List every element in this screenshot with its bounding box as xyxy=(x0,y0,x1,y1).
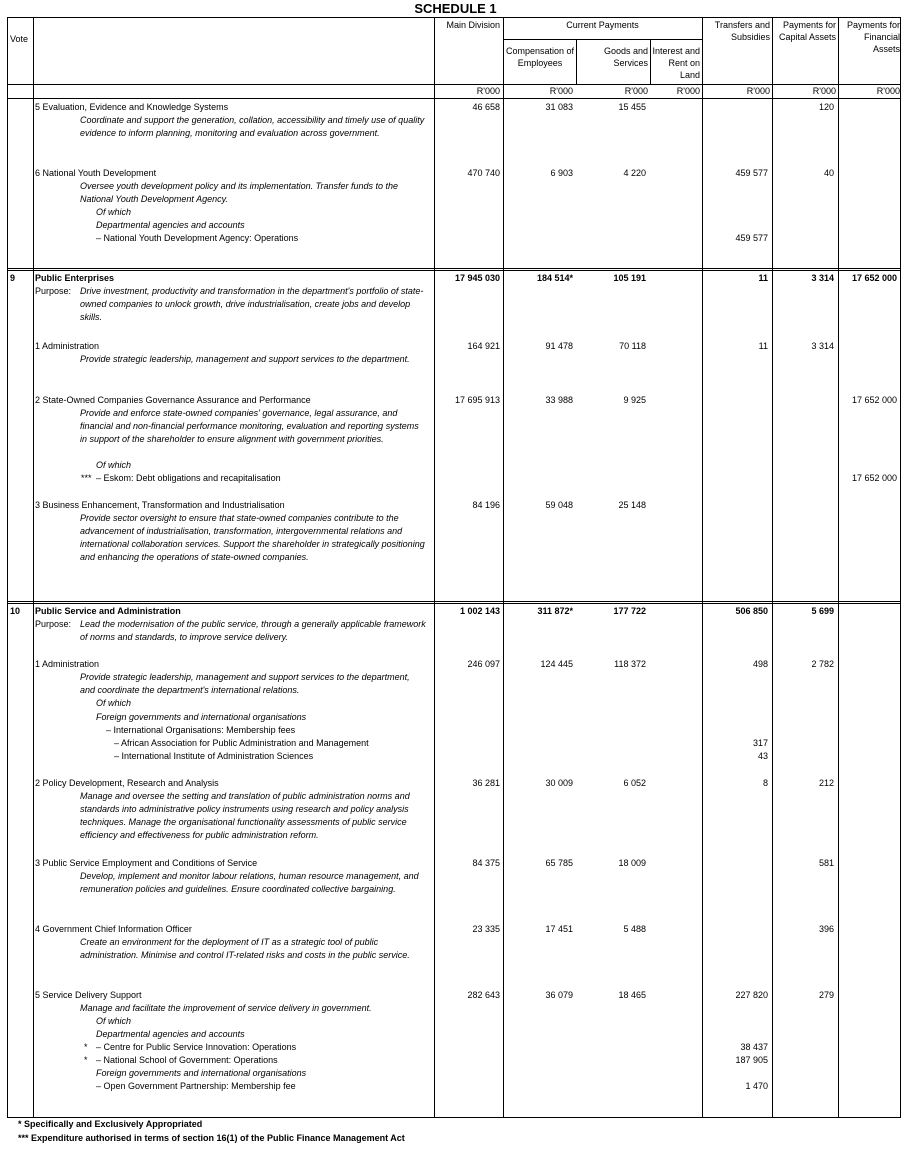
cell-main: 84 196 xyxy=(472,500,500,510)
row-text: – National School of Government: Operations xyxy=(96,1055,278,1065)
cell-goods: 18 465 xyxy=(618,990,646,1000)
unit-fin: R'000 xyxy=(876,86,900,96)
row-text: 6 National Youth Development xyxy=(35,168,157,178)
row-text: 2 State-Owned Companies Governance Assurance and Performance xyxy=(35,395,311,405)
row-text: – International Institute of Administration Sciences xyxy=(114,751,314,761)
cell-main: 36 281 xyxy=(472,778,500,788)
cell-trans: 38 437 xyxy=(740,1042,768,1052)
col-line-cap xyxy=(838,18,839,1117)
col-line-vote xyxy=(33,18,34,1117)
cell-trans: 11 xyxy=(758,273,768,283)
cell-comp: 6 903 xyxy=(550,168,573,178)
cell-comp: 36 079 xyxy=(545,990,573,1000)
col-line-main xyxy=(434,18,435,1117)
cell-comp: 311 872* xyxy=(537,606,573,616)
cell-cap: 3 314 xyxy=(811,341,834,351)
row-text: 1 Administration xyxy=(35,659,100,669)
header-current-payments: Current Payments xyxy=(566,20,639,30)
row-text: Foreign governments and international organisations xyxy=(96,712,307,722)
row-text: Oversee youth development policy and its implementation. Transfer funds to the National Youth Development Agency. xyxy=(80,181,399,204)
row-text: – National Youth Development Agency: Operations xyxy=(96,233,299,243)
row-text: 4 Government Chief Information Officer xyxy=(35,924,192,934)
cell-comp: 184 514* xyxy=(536,273,573,283)
cell-main: 46 658 xyxy=(472,102,500,112)
row-label: *** xyxy=(81,473,92,483)
cell-trans: 187 905 xyxy=(735,1055,768,1065)
cell-comp: 59 048 xyxy=(545,500,573,510)
cell-main: 1 002 143 xyxy=(459,606,500,616)
unit-trans: R'000 xyxy=(746,86,770,96)
row-text: 3 Public Service Employment and Conditions of Service xyxy=(35,858,258,868)
cell-comp: 33 988 xyxy=(545,395,573,405)
row-text: Of which xyxy=(96,698,132,708)
cell-main: 23 335 xyxy=(472,924,500,934)
cell-cap: 2 782 xyxy=(811,659,834,669)
row-text: Foreign governments and international organisations xyxy=(96,1068,307,1078)
cell-goods: 5 488 xyxy=(623,924,646,934)
header-financial-assets: Payments for Financial Assets xyxy=(846,20,900,54)
cell-cap: 120 xyxy=(818,102,834,112)
cell-goods: 15 455 xyxy=(618,102,646,112)
header-transfers: Transfers and Subsidies xyxy=(714,20,770,42)
row-label: * xyxy=(84,1042,88,1052)
cell-cap: 3 314 xyxy=(811,273,834,283)
row-text: Manage and oversee the setting and translation of public administration norms and standards into administrative policy instruments using research and policy analysis techniques. Manage the organisational functionality assessments of public service efficiency and effectiveness for public administration reform. xyxy=(80,791,410,840)
cell-main: 164 921 xyxy=(467,341,500,351)
section-separator-1 xyxy=(8,268,900,271)
cell-goods: 177 722 xyxy=(613,606,646,616)
vote-number: 10 xyxy=(10,606,21,616)
unit-interest: R'000 xyxy=(676,86,700,96)
cell-goods: 25 148 xyxy=(618,500,646,510)
row-text: Lead the modernisation of the public service, through a generally applicable framework of norms and standards, to improve service delivery. xyxy=(80,619,426,642)
cell-trans: 8 xyxy=(762,778,768,788)
cell-cap: 212 xyxy=(818,778,834,788)
schedule-table xyxy=(7,17,901,1118)
cell-comp: 91 478 xyxy=(545,341,573,351)
cell-cap: 396 xyxy=(818,924,834,934)
cell-cap: 40 xyxy=(823,168,834,178)
cell-goods: 9 925 xyxy=(623,395,646,405)
row-text: Public Enterprises xyxy=(35,273,115,283)
row-text: 5 Evaluation, Evidence and Knowledge Systems xyxy=(35,102,229,112)
row-text: Provide sector oversight to ensure that state-owned companies contribute to the advancement of industrialisation, transformation, intergovernmental relations and international collaboration services. Support the shareholder in strategically positioning and enhancing the operations of state-owned companies. xyxy=(80,513,425,562)
cell-trans: 43 xyxy=(757,751,768,761)
row-label: Purpose: xyxy=(35,286,72,296)
current-payments-rule xyxy=(503,39,702,40)
schedule-title: SCHEDULE 1 xyxy=(414,1,497,16)
cell-goods: 118 372 xyxy=(614,659,646,669)
cell-fin: 17 652 000 xyxy=(851,395,897,405)
cell-main: 17 945 030 xyxy=(454,273,500,283)
row-text: Coordinate and support the generation, collation, accessibility and timely use of quality evidence to inform planning, monitoring and evaluation across government. xyxy=(80,115,425,138)
cell-main: 470 740 xyxy=(467,168,500,178)
header-compensation: Compensation of Employees xyxy=(505,46,575,68)
row-text: Of which xyxy=(96,460,132,470)
col-line-comp xyxy=(503,18,504,1117)
cell-goods: 18 009 xyxy=(618,858,646,868)
unit-comp: R'000 xyxy=(549,86,573,96)
row-text: Provide and enforce state-owned companies' governance, legal assurance, and financial and non-financial performance monitoring, evaluation and reporting systems in support of the shareholder to ensure alignment with government priorities. xyxy=(80,408,419,444)
cell-main: 17 695 913 xyxy=(454,395,500,405)
row-text: Provide strategic leadership, management and support services to the department. xyxy=(80,354,410,364)
cell-trans: 459 577 xyxy=(735,168,768,178)
header-vote: Vote xyxy=(10,34,29,44)
cell-comp: 31 083 xyxy=(545,102,573,112)
cell-trans: 498 xyxy=(752,659,768,669)
row-text: – African Association for Public Administration and Management xyxy=(114,738,369,748)
row-text: Departmental agencies and accounts xyxy=(96,1029,245,1039)
cell-goods: 70 118 xyxy=(619,341,646,351)
footnote-1: * Specifically and Exclusively Appropriated xyxy=(18,1119,203,1129)
cell-cap: 5 699 xyxy=(811,606,834,616)
col-line-int-hdr xyxy=(650,39,651,84)
cell-trans: 11 xyxy=(758,341,768,351)
row-text: 1 Administration xyxy=(35,341,100,351)
row-text: Departmental agencies and accounts xyxy=(96,220,245,230)
col-line-interest xyxy=(702,18,703,1117)
unit-main: R'000 xyxy=(476,86,500,96)
footnote-2: *** Expenditure authorised in terms of section 16(1) of the Public Finance Management Act xyxy=(18,1133,405,1143)
cell-comp: 30 009 xyxy=(545,778,573,788)
cell-goods: 6 052 xyxy=(623,778,646,788)
cell-trans: 227 820 xyxy=(735,990,768,1000)
row-text: 2 Policy Development, Research and Analysis xyxy=(35,778,219,788)
header-interest-rent: Interest and Rent on Land xyxy=(652,46,700,80)
cell-fin: 17 652 000 xyxy=(851,473,897,483)
cell-trans: 1 470 xyxy=(745,1081,768,1091)
row-text: – Eskom: Debt obligations and recapitalisation xyxy=(96,473,281,483)
cell-cap: 581 xyxy=(818,858,834,868)
unit-rule xyxy=(8,98,900,99)
cell-goods: 4 220 xyxy=(623,168,646,178)
row-text: 3 Business Enhancement, Transformation and Industrialisation xyxy=(35,500,285,510)
unit-cap: R'000 xyxy=(812,86,836,96)
row-text: Of which xyxy=(96,1016,132,1026)
unit-goods: R'000 xyxy=(624,86,648,96)
cell-fin: 17 652 000 xyxy=(851,273,897,283)
cell-comp: 65 785 xyxy=(545,858,573,868)
row-label: Purpose: xyxy=(35,619,72,629)
row-text: Manage and facilitate the improvement of service delivery in government. xyxy=(80,1003,372,1013)
cell-main: 246 097 xyxy=(467,659,500,669)
cell-comp: 124 445 xyxy=(540,659,573,669)
col-line-goods-hdr xyxy=(576,39,577,84)
row-text: Drive investment, productivity and transformation in the department's portfolio of state-owned companies to unlock growth, drive industrialisation, create jobs and develop skills. xyxy=(80,286,424,322)
header-goods-services: Goods and Services xyxy=(603,46,648,68)
row-text: Create an environment for the deployment of IT as a strategic tool of public administration. Minimise and control IT-related risks and costs in the public service. xyxy=(80,937,410,960)
row-text: Public Service and Administration xyxy=(35,606,181,616)
cell-comp: 17 451 xyxy=(545,924,573,934)
row-text: Develop, implement and monitor labour relations, human resource management, and remuneration policies and guidelines. Ensure coordinated collective bargaining. xyxy=(80,871,419,894)
row-text: – Centre for Public Service Innovation: Operations xyxy=(96,1042,297,1052)
cell-main: 84 375 xyxy=(472,858,500,868)
col-line-trans xyxy=(772,18,773,1117)
row-text: Provide strategic leadership, management and support services to the department, and coordinate the department's international relations. xyxy=(80,672,410,695)
vote-number: 9 xyxy=(10,273,16,283)
header-main-division: Main Division xyxy=(446,20,500,30)
row-label: * xyxy=(84,1055,88,1065)
section-separator-2 xyxy=(8,601,900,604)
row-text: 5 Service Delivery Support xyxy=(35,990,142,1000)
cell-trans: 506 850 xyxy=(735,606,768,616)
row-text: – Open Government Partnership: Membership fee xyxy=(96,1081,296,1091)
row-text: Of which xyxy=(96,207,132,217)
cell-trans: 317 xyxy=(752,738,768,748)
cell-main: 282 643 xyxy=(467,990,500,1000)
row-text: – International Organisations: Membership fees xyxy=(106,725,296,735)
cell-goods: 105 191 xyxy=(613,273,646,283)
header-capital-assets: Payments for Capital Assets xyxy=(778,20,836,42)
cell-trans: 459 577 xyxy=(735,233,768,243)
cell-cap: 279 xyxy=(818,990,834,1000)
